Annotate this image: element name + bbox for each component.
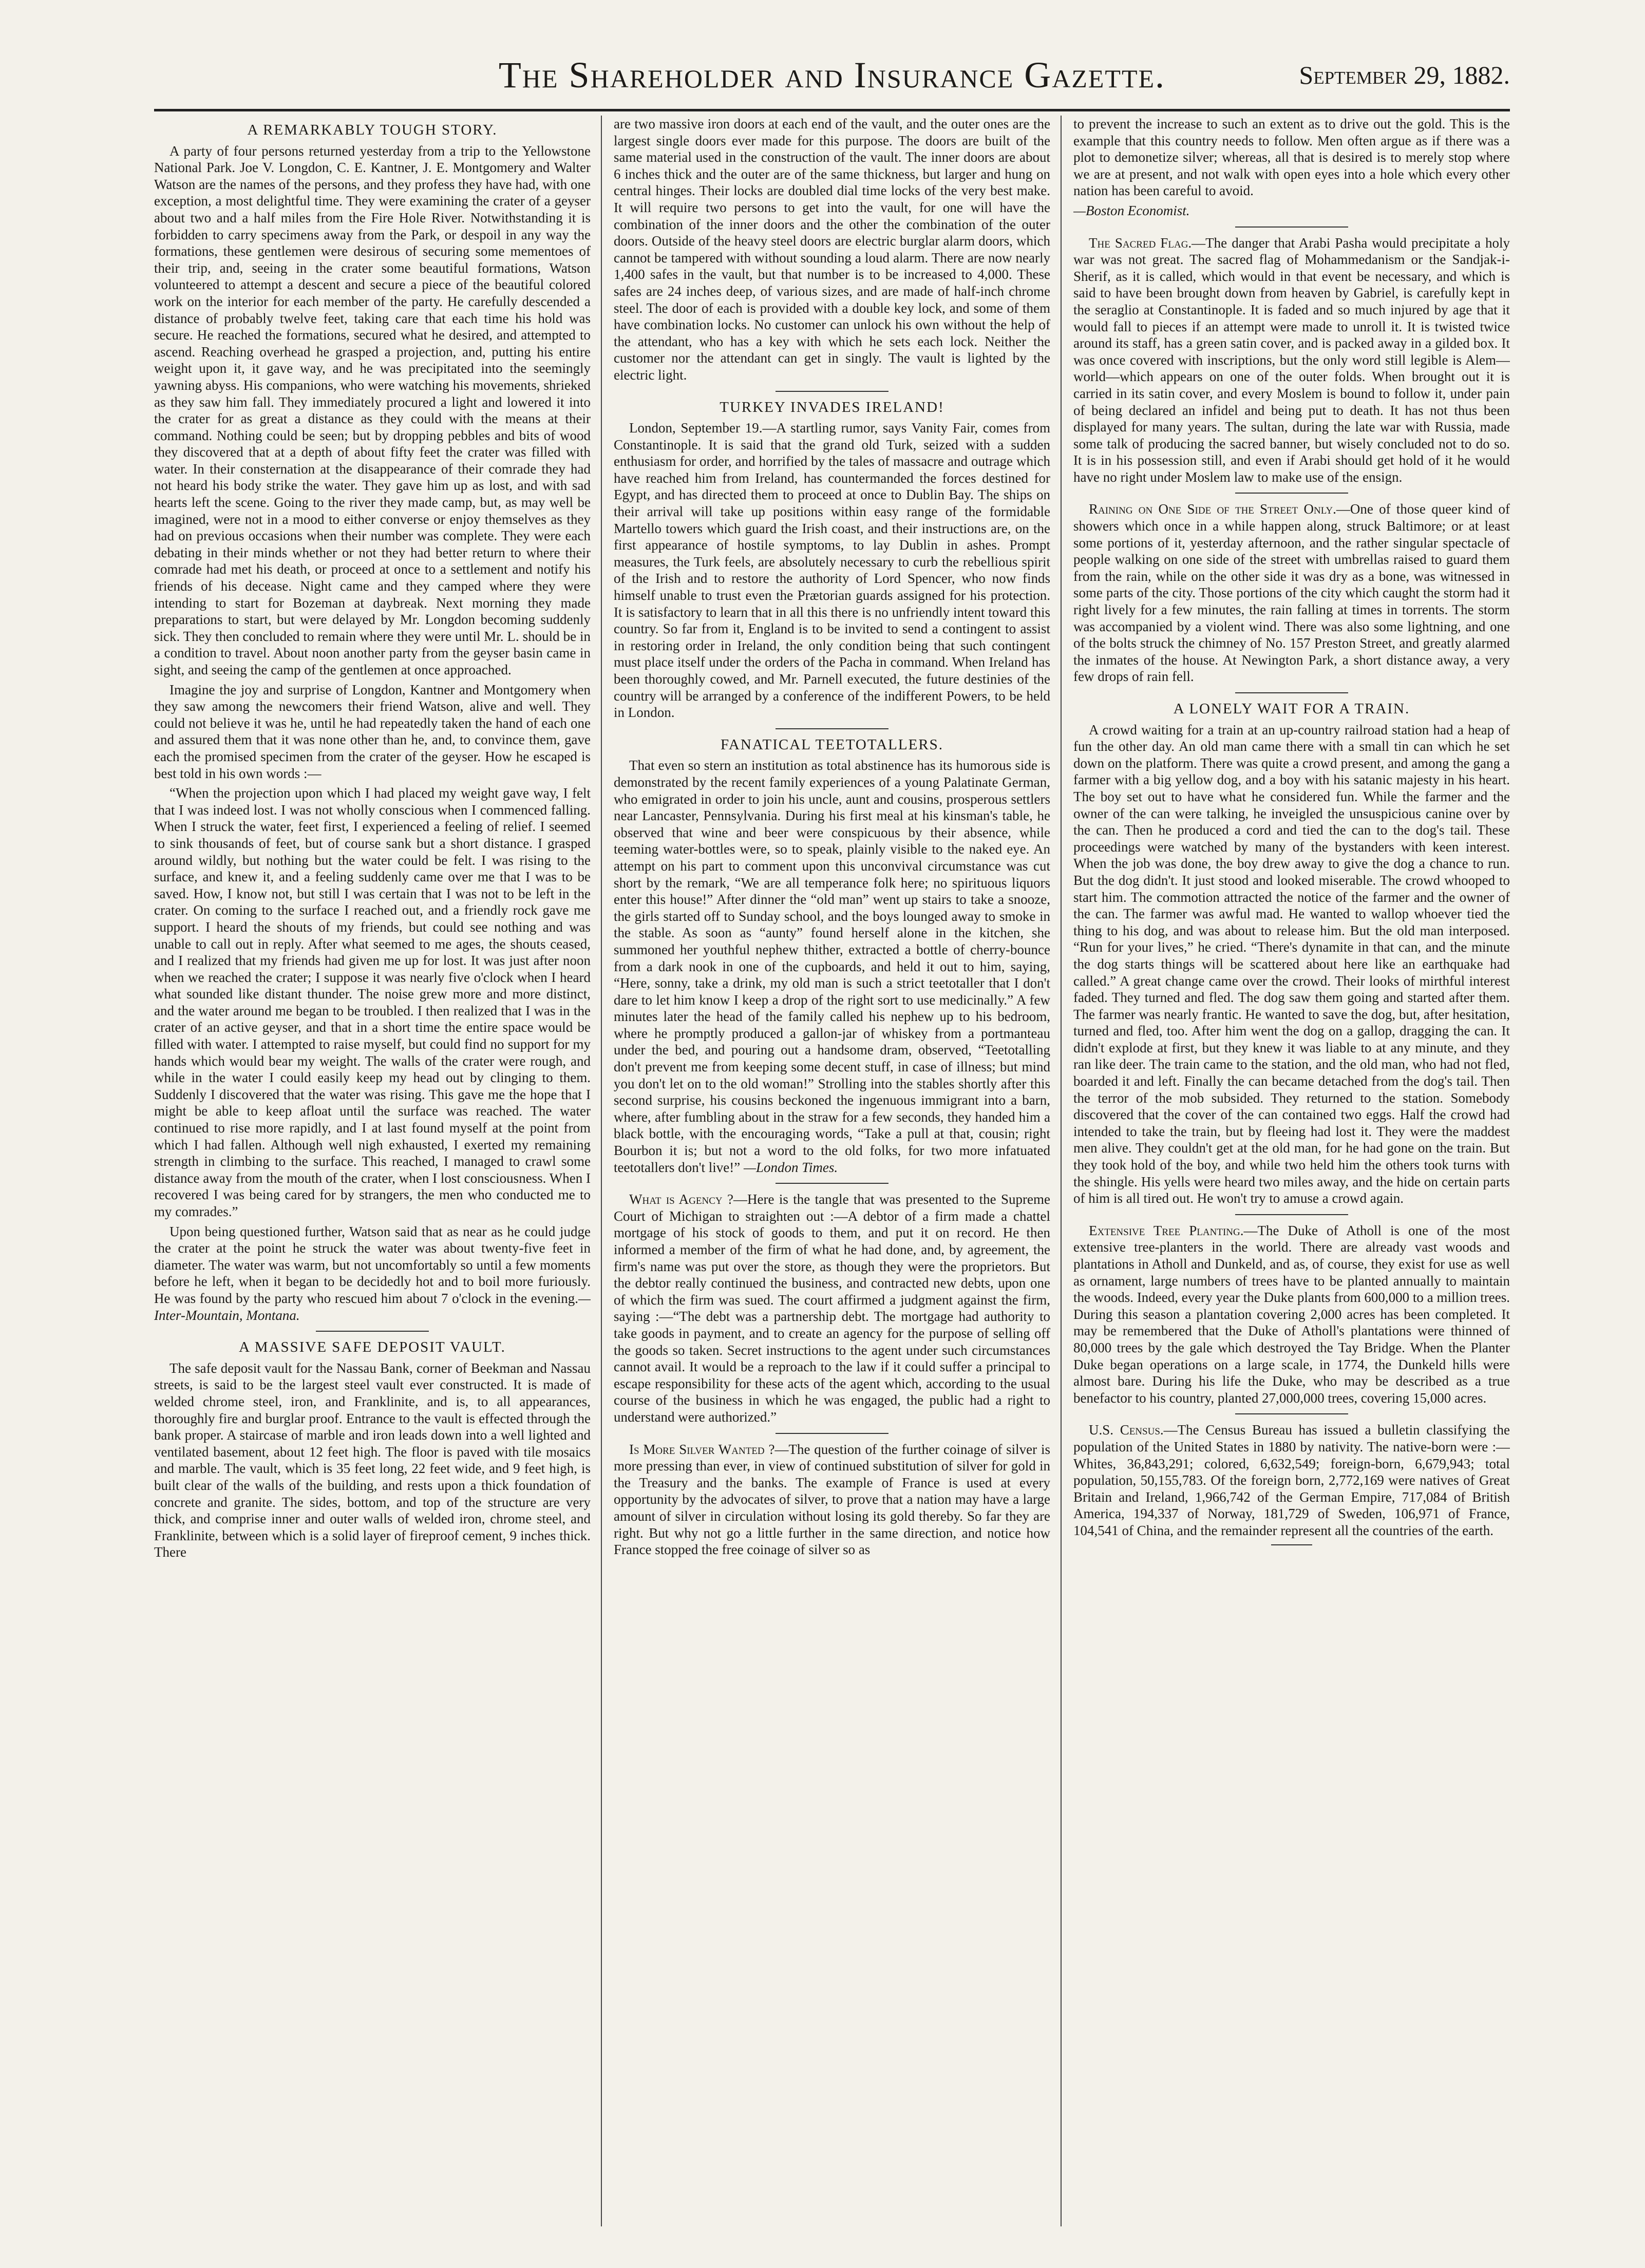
- article-title: TURKEY INVADES IRELAND!: [720, 399, 944, 415]
- item-lead: What is Agency ?: [629, 1192, 733, 1207]
- column-divider: [1061, 116, 1062, 2226]
- paragraph: [1073, 1222, 1510, 1407]
- separator: [1235, 692, 1348, 693]
- masthead-rule: [154, 109, 1510, 111]
- separator: [1235, 1413, 1348, 1414]
- column-2: [614, 116, 1050, 2226]
- paragraph-text: Upon being questioned further, Watson said that as near as he could judge the crater at the point he struck the water was about twenty-five feet in diameter. The water was warm, but not uncomfortably so until a few moments before he left, when it began to be decidedly hot and to boil more furiously. He was found by the party who rescued him about 7 o'clock in the evening.: [154, 1223, 591, 1306]
- paragraph: are two massive iron doors at each end of the vault, and the outer ones are the largest single doors ever made for this purpose. The doors are built of the same material used in the construction of the vault. The inner doors are about 6 inches thick and the outer are of the same thickness, but larger and hung on central hinges. Their locks are doubled dial time locks of the very best make. It will require two persons to get into the vault, for one will have the combination of the inner doors and the other the combination of the outer doors. Outside of the heavy steel doors are electric burglar alarm doors, which cannot be tampered with without sounding a loud alarm. There are now nearly 1,400 safes in the vault, but that number is to be increased to 4,000. These safes are 24 inches deep, of various sizes, and are made of half-inch chrome steel. The door of each is provided with a double key lock, and some of them have combination locks. No customer can unlock his own without the help of the attendant, who has a key with which he sets each lock. Neither the customer nor the attendant can get in singly. The vault is lighted by the electric light.: [614, 116, 1050, 383]
- separator: [776, 1433, 888, 1434]
- column-divider: [601, 116, 602, 2226]
- paragraph: [614, 757, 1050, 1176]
- separator: [776, 391, 888, 392]
- item-lead: Is More Silver Wanted ?: [629, 1441, 775, 1457]
- paragraph: The safe deposit vault for the Nassau Bank, corner of Beekman and Nassau streets, is said to be the largest steel vault ever constructed. It is made of welded chrome steel, iron, and Franklinite, and is, to all appearances, thoroughly fire and burglar proof. Entrance to the vault is effected through the bank proper. A staircase of marble and iron leads down into a well lighted and ventilated basement, about 12 feet high. The floor is paved with tile mosaics and marble. The vault, which is 35 feet long, 22 feet wide, and 9 feet high, is built clear of the walls of the building, and rests upon a thick foundation of concrete and granite. The sides, bottom, and top of the structure are very thick, and comprise inner and outer walls of welded iron, chrome steel, and Franklinite, between which is a solid layer of fireproof cement, 9 inches thick. There: [154, 1360, 591, 1560]
- item-text: —The Census Bureau has issued a bulletin classifying the population of the United States in 1880 by nativity. The native-born were :—Whites, 36,843,291; colored, 6,632,549; foreign-born, 6,679,943; total population, 50,155,783. Of the foreign born, 2,772,169 were natives of Great Britain and Ireland, 1,966,742 of the German Empire, 717,084 of British America, 194,337 of Norway, 181,729 of Sweden, 106,971 of France, 104,541 of China, and the remainder represent all the countries of the earth.: [1073, 1422, 1510, 1538]
- paragraph: [614, 1441, 1050, 1558]
- column-1: [154, 116, 591, 2226]
- paragraph-text: That even so stern an institution as total abstinence has its humorous side is demonstrated by the recent family experiences of a young Palatinate German, who emigrated in order to join his uncle, aunt and cousins, prosperous settlers near Lancaster, Pennsylvania. During his first meal at his kinsman's table, he observed that wine and beer were conspicuous by their absence, while teeming water-bottles were, so to speak, plainly visible to the naked eye. An attempt on his part to comment upon this unconvival circumstance was cut short by the remark, “We are all temperance folk here; no spirituous liquors enter this house!” After dinner the “old man” went up stairs to take a snooze, the girls started off to Sunday school, and the boys lounged away to smoke in the stable. As soon as “aunty” found herself alone in the kitchen, she summoned her youthful nephew thither, extracted a bottle of cherry-bounce from a dark nook in one of the cupboards, and held it out to him, saying, “Here, sonny, take a drink, my old man is such a strict teetotaller that I don't dare to let him know I keep a drop of the right sort to use medicinally.” A few minutes later the head of the family called his nephew up to his bedroom, where he promptly produced a gallon-jar of whiskey from a portmanteau under the bed, and pouring out a handsome dram, observed, “Teetotalling don't prevent me from keeping some decent stuff, in case of illness; but mind you don't let on to the old woman!” Strolling into the stables shortly after this second surprise, his cousins beckoned the ingenuous immigrant into a barn, where, after fumbling about in the straw for a few seconds, they handed him a black bottle, with the encouraging words, “Take a pull at that, cousin; right Bourbon it is; but not a word to the old folks, for two more infatuated teetotallers don't live!”: [614, 758, 1050, 1175]
- source-credit: —Inter-Mountain, Montana.: [154, 1290, 591, 1323]
- paragraph: London, September 19.—A startling rumor, says Vanity Fair, comes from Constantinople. It is said that the grand old Turk, seized with a sudden enthusiasm for order, and horrified by the tales of massacre and outrage which have reached him from Ireland, has countermanded the forces destined for Egypt, and has directed them to proceed at once to Dublin Bay. The ships on their arrival will take up positions within easy range of the formidable Martello towers which guard the Irish coast, and their instructions are, on the first appearance of hostile symptoms, to lay Dublin in ashes. Prompt measures, the Turk feels, are absolutely necessary to curb the rebellious spirit of the Irish and to restore the authority of Lord Spencer, who now finds himself unable to trust even the Prætorian guards assigned for his protection. It is satisfactory to learn that in all this there is no unfriendly intent toward this country. So far from it, England is to be invited to send a contingent to assist in restoring order in Ireland, the only condition being that such contingent must place itself under the orders of the Pacha in command. When Ireland has been thoroughly cowed, and Mr. Parnell executed, the future destinies of the country will be arranged by a conference of the indifferent Powers, to be held in London.: [614, 420, 1050, 721]
- source-credit: —London Times.: [744, 1159, 838, 1175]
- item-text: —One of those queer kind of showers which once in a while happen along, struck Baltimore; or at least some portions of it, yesterday afternoon, and the rather singular spectacle of people walking on one side of the street with umbrellas raised to guard them from the rain, while on the other side it was dry as a bone, was witnessed in some parts of the city. Those portions of the city which caught the storm had it right lively for a few minutes, the rain falling at times in torrents. The storm was accompanied by a violent wind. There was also some lightning, and one of the bolts struck the chimney of No. 157 Preston Street, and greatly alarmed the inmates of the house. At Newington Park, a short distance away, a very few drops of rain fell.: [1073, 501, 1510, 685]
- separator: [316, 1331, 429, 1332]
- end-mark: [1271, 1544, 1312, 1545]
- item-lead: Raining on One Side of the Street Only.: [1089, 501, 1336, 517]
- column-3: [1073, 116, 1510, 2226]
- paragraph: A crowd waiting for a train at an up-country railroad station had a heap of fun the other day. An old man came there with a small tin can which he set down on the platform. There was quite a crowd present, and among the gang a farmer with a big yellow dog, and a boy with his satanic majesty in his heart. The boy set out to have what he considered fun. While the farmer and the owner of the can were talking, he inveigled the unsuspicious canine over by the can. Then he produced a cord and tied the can to the dog's tail. These proceedings were watched by many of the bystanders with keen interest. When the job was done, the boy drew away to give the dog a chance to run. But the dog didn't. It just stood and looked miserable. The crowd whooped to start him. The commotion attracted the notice of the farmer and the owner of the can. The farmer was awful mad. He wanted to wallop whoever tied the thing to his dog, and was about to release him. But the old man interposed. “Run for your lives,” he cried. “There's dynamite in that can, and the minute the dog starts things will be scattered about here like an earthquake had called.” A great change came over the crowd. Their looks of mirthful interest faded. They turned and fled. The dog saw them going and started after them. The farmer was nearly frantic. He wanted to save the dog, but, after hesitation, turned and fled, too. After him went the dog on a gallop, dragging the can. It didn't explode at first, but they knew it was liable to at any minute, and they ran like deer. The train came to the station, and the old man, who had not fled, boarded it and left. Finally the can became detached from the dog's tail. Then the terror of the mob subsided. They returned to the station. Somebody discovered that the cover of the can contained two eggs. Half the crowd had intended to take the train, but by fleeing had lost it. They were the maddest men alive. They couldn't get at the old man, for he had gone on the train. But they took hold of the boy, and while two held him the others took turns with the shingle. His yells were heard two miles away, and the hide on certain parts of him is all tired out. He won't try to amuse a crowd again.: [1073, 722, 1510, 1206]
- paragraph: A party of four persons returned yesterday from a trip to the Yellowstone National Park. Joe V. Longdon, C. E. Kantner, J. E. Montgomery and Walter Watson are the names of the persons, and they profess they have had, with one exception, a most delightful time. They were examining the crater of a geyser about two and a half miles from the Fire Hole River. Notwithstanding it is forbidden to carry specimens away from the Park, or despoil in any way the formations, these gentlemen were desirous of securing some mementoes of their trip, and, seeing in the crater some beautiful formations, Watson volunteered to attempt a descent and secure a piece of the beautiful colored work on the interior for each member of the party. He carefully descended a distance of probably twelve feet, taking care that each time his hold was secure. He reached the formations, secured what he desired, and attempted to ascend. Reaching overhead he grasped a projection, and, putting his entire weight upon it, it gave way, and he was precipitated into the seemingly yawning abyss. His companions, who were watching his movements, shrieked as they saw him fall. They immediately procured a light and lowered it into the crater for as great a distance as they could with the means at their command. Nothing could be seen; but by dropping pebbles and bits of wood they discovered that at a depth of about fifty feet the crater was filled with water. In their consternation at the disappearance of their comrade they had not heard his body strike the water. They gave him up as lost, and with sad hearts left the scene. Going to the river they made camp, but, as may well be imagined, were not in a mood to either converse or enjoy themselves as they had on previous occasions when their number was complete. They were each debating in their minds whether or not they had better return to where their comrade had met his death, or proceed at once to a settlement and notify his friends of his decease. Night came and they camped where they were intending to start for Bozeman at daybreak. Next morning they made preparations to start, but were delayed by Mr. Longdon becoming suddenly sick. They then concluded to remain where they were until Mr. L. should be in a condition to travel. About noon another party from the geyser basin came in sight, and seeing the camp of the gentlemen at once approached.: [154, 143, 591, 677]
- article-title: A LONELY WAIT FOR A TRAIN.: [1173, 701, 1410, 717]
- paragraph: [154, 1223, 591, 1324]
- separator: [1235, 1214, 1348, 1215]
- item-text: —The Duke of Atholl is one of the most extensive tree-planters in the world. There are already vast woods and plantations in Atholl and Dunkeld, and as, of course, they exist for use as well as ornament, large numbers of trees have to be planted annually to maintain the woods. Indeed, every year the Duke plants from 600,000 to a million trees. During this season a plantation covering 2,000 acres has been completed. It may be remembered that the Duke of Atholl's plantations were thinned of 80,000 trees by the gale which destroyed the Tay Bridge. When the Planter Duke began operations on a large scale, in 1774, the Dunkeld hills were almost bare. During his life the Duke, who may be described as a true benefactor to his country, planted 27,000,000 trees, covering 15,000 acres.: [1073, 1222, 1510, 1406]
- paragraph: to prevent the increase to such an extent as to drive out the gold. This is the example that this country needs to follow. Men often argue as if there was a plot to demonetize silver; whereas, all that is desired is to merely stop where we are at present, and not walk with open eyes into a hole which every other nation has been careful to avoid.: [1073, 116, 1510, 199]
- article-title: FANATICAL TEETOTALLERS.: [720, 736, 944, 753]
- separator: [776, 728, 888, 729]
- separator: [776, 1183, 888, 1184]
- source-credit: —Boston Economist.: [1073, 202, 1190, 218]
- article-title: A MASSIVE SAFE DEPOSIT VAULT.: [239, 1339, 506, 1356]
- paragraph: [614, 1191, 1050, 1425]
- paragraph: Imagine the joy and surprise of Longdon, Kantner and Montgomery when they saw among the newcomers their friend Watson, alive and well. They could not believe it was he, until he had repeatedly taken the hand of each one and assured them that it was none other than he, and, to convince them, gave each the promised specimen from the crater of the geyser. How he escaped is best told in his own words :—: [154, 682, 591, 781]
- separator: [1235, 493, 1348, 494]
- item-lead: The Sacred Flag.: [1089, 235, 1192, 251]
- masthead: [154, 49, 1510, 105]
- issue-date: September 29, 1882.: [1299, 61, 1510, 89]
- item-lead: U.S. Census.: [1089, 1422, 1164, 1438]
- item-lead: Extensive Tree Planting.: [1089, 1222, 1244, 1238]
- paragraph: [1073, 1422, 1510, 1539]
- item-text: —Here is the tangle that was presented to the Supreme Court of Michigan to straighten out :—A debtor of a firm made a chattel mortgage of his stock of goods to them, and put it on record. He then informed a member of the firm of what he had done, and, by agreement, the firm's name was put over the store, as though they were the proprietors. But the debtor really continued the business, and contracted new debts, upon one of which the firm was sued. The court affirmed a judgment against the firm, saying :—“The debt was a partnership debt. The mortgage had authority to take goods in payment, and to create an agency for the purpose of selling off the goods so taken. Secret instructions to the agent under such circumstances cannot avail. It would be a reproach to the law if it could suffer a principal to escape responsibility for these acts of the agent which, according to the usual course of the business in which he was engaged, the public had a right to understand were authorized.”: [614, 1192, 1050, 1425]
- paragraph: [1073, 501, 1510, 685]
- paragraph: [1073, 235, 1510, 486]
- separator: [1235, 226, 1348, 228]
- masthead-title: The Shareholder and Insurance Gazette.: [498, 54, 1166, 96]
- article-title: A REMARKABLY TOUGH STORY.: [247, 122, 498, 138]
- paragraph: “When the projection upon which I had placed my weight gave way, I felt that I was indeed lost. I was not wholly conscious when I commenced falling. When I struck the water, feet first, I experienced a feeling of relief. I seemed to sink thousands of feet, but of course sank but a short distance. I grasped around wildly, but nothing but the water could be felt. I was rising to the surface, and knew it, and a feeling suddenly came over me that I was to be saved. How, I know not, but still I was certain that I was not to be left in the crater. On coming to the surface I reached out, and a friendly rock gave me support. I heard the shouts of my friends, but could see nothing and was unable to call out in reply. After what seemed to me ages, the shouts ceased, and I realized that my friends had given me up for lost. It was just after noon when we reached the crater; I suppose it was nearly five o'clock when I heard what sounded like distant thunder. The noise grew more and more distinct, and the water around me began to be troubled. I then realized that I was in the crater of an active geyser, and that in a short time the entire space would be filled with water. I attempted to raise myself, but could find no support for my hands which would bear my weight. The walls of the crater were rough, and while in the water I could easily keep my head out by clinging to them. Suddenly I discovered that the water was rising. This gave me the hope that I might be able to keep afloat until the surface was reached. The water continued to rise more rapidly, and I at last found myself at the point from which I had fallen. Although well nigh exhausted, I exerted my remaining strength in climbing to the surface. This reached, I managed to crawl some distance away from the mouth of the crater, when I lost consciousness. When I recovered I was being cared for by strangers, the men who conducted me to my comrades.”: [154, 785, 591, 1219]
- item-text: —The danger that Arabi Pasha would precipitate a holy war was not great. The sacred flag of Mohammedanism or the Sandjak-i-Sherif, as it is called, which would in that event be necessary, and which is said to have been brought down from heaven by Gabriel, is carefully kept in the seraglio at Constantinople. It is faded and so much injured by age that it would fall to pieces if an attempt were made to unroll it. It is twisted twice around its staff, has a green satin cover, and is packed away in a gilded box. It was once covered with inscriptions, but the only word still legible is Alem—world—which appears on one of the outer folds. When brought out it is carried in its satin cover, and every Moslem is bound to follow it, under pain of being declared an infidel and being put to death. It has not thus been displayed for many years. The sultan, during the late war with Russia, made some talk of producing the sacred banner, but wisely concluded not to do so. It is in his possession still, and even if Arabi should get hold of it he would have no right under Moslem law to make use of the ensign.: [1073, 235, 1510, 485]
- item-text: —The question of the further coinage of silver is more pressing than ever, in view of continued substitution of silver for gold in the Treasury and the banks. The example of France is used at every opportunity by the advocates of silver, to prove that a nation may have a large amount of silver in circulation without losing its gold thereby. So far they are right. But why not go a little further in the same direction, and notice how France stopped the free coinage of silver so as: [614, 1441, 1050, 1558]
